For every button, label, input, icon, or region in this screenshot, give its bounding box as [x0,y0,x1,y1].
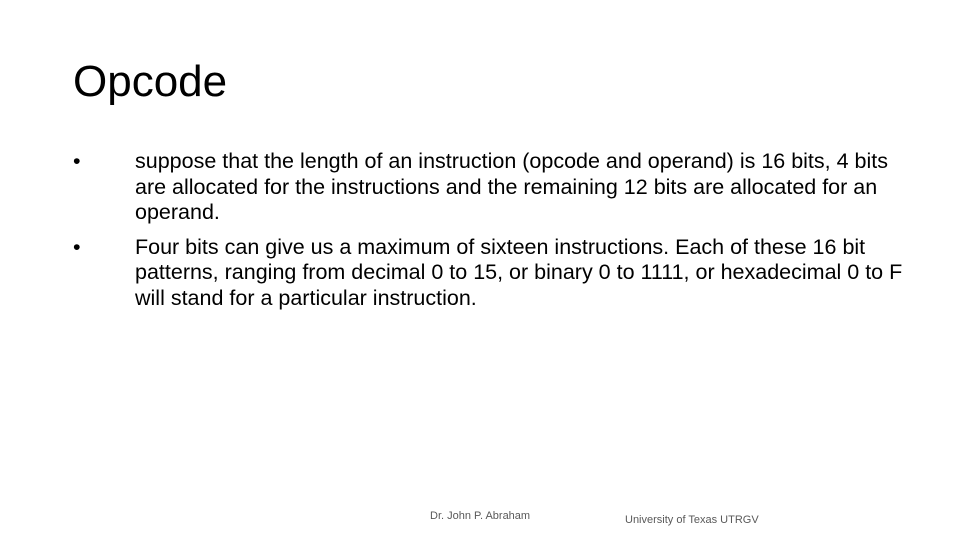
bullet-item [73,149,903,226]
bullet-item [73,235,903,312]
footer-author: Dr. John P. Abraham [430,510,531,522]
footer-organization: University of Texas UTRGV [625,514,759,526]
bullet-list [73,149,903,320]
slide-title: Opcode [73,57,228,106]
bullet-marker: • [73,149,81,173]
bullet-text: suppose that the length of an instruction (opcode and operand) is 16 bits, 4 bits are allocated for the instructions and the remaining 12 bits are allocated for an operand. [135,149,888,224]
bullet-marker: • [73,234,81,259]
bullet-text: Four bits can give us a maximum of sixteen instructions. Each of these 16 bit patterns, ranging from decimal 0 to 15, or binary 0 to 1111, or hexadecimal 0 to F will stand for a particular instruction. [135,234,903,310]
